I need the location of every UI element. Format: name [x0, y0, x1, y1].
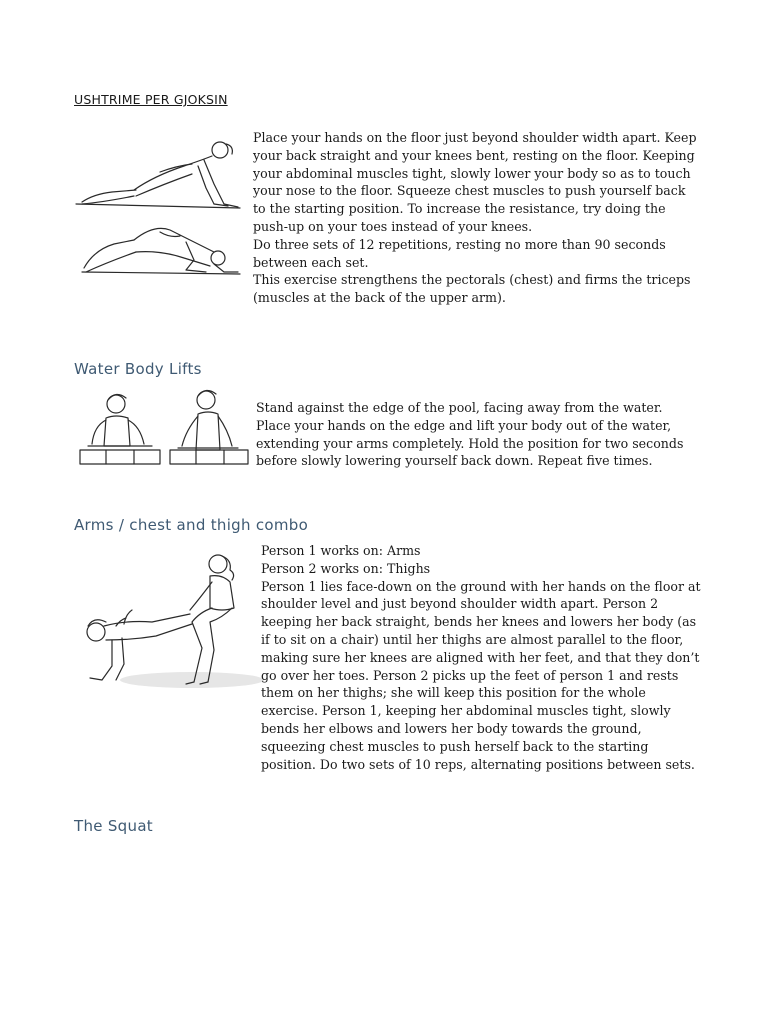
document-title: USHTRIME PER GJOKSIN: [74, 92, 228, 107]
paragraph: Place your hands on the floor just beyond shoulder width apart. Keep your back straight and your knees bent, resting on the floor. Keeping your abdominal muscles tight, slowly lower your body so as to touch your nose to the floor. Squeeze chest muscles to push yourself back to the starting position. To increase the resistance, try doing the push-up on your toes instead of your knees.: [253, 130, 697, 234]
partner-exercise-illustration: [82, 548, 254, 698]
water-body-lifts-illustration: [78, 390, 250, 470]
knee-pushup-illustration: [74, 132, 244, 282]
section-heading-arms-chest-thigh-combo: Arms / chest and thigh combo: [74, 516, 309, 534]
section-heading-the-squat: The Squat: [74, 817, 153, 835]
section-heading-water-body-lifts: Water Body Lifts: [74, 360, 202, 378]
paragraph: Person 2 works on: Thighs: [261, 560, 431, 576]
water-body-lifts-description: [256, 399, 701, 470]
paragraph: Do three sets of 12 repetitions, resting no more than 90 seconds between each set.: [253, 236, 666, 270]
partner-exercise-description: [261, 542, 701, 773]
paragraph: Person 1 works on: Arms: [261, 543, 421, 558]
paragraph: Person 1 lies face-down on the ground with her hands on the floor at shoulder level and just beyond shoulder width apart. Person 2 keeping her back straight, bends her knees and lowers her body (as if to sit on a chair) until her thighs are almost parallel to the floor, making sure her knees are aligned with her feet, and that they don’t go over her toes. Person 2 picks up the feet of person 1 and rests them on her thighs; she will keep this position for the whole exercise. Person 1, keeping her abdominal muscles tight, slowly bends her elbows and lowers her body towards the ground, squeezing chest muscles to push herself back to the starting position. Do two sets of 10 reps, alternating positions between sets.: [261, 578, 701, 772]
pushup-description: [253, 129, 698, 307]
paragraph: This exercise strengthens the pectorals (chest) and firms the triceps (muscles at the back of the upper arm).: [253, 272, 691, 306]
paragraph: Stand against the edge of the pool, facing away from the water. Place your hands on the edge and lift your body out of the water, extending your arms completely. Hold the position for two seconds before slowly lowering yourself back down. Repeat five times.: [256, 400, 684, 469]
